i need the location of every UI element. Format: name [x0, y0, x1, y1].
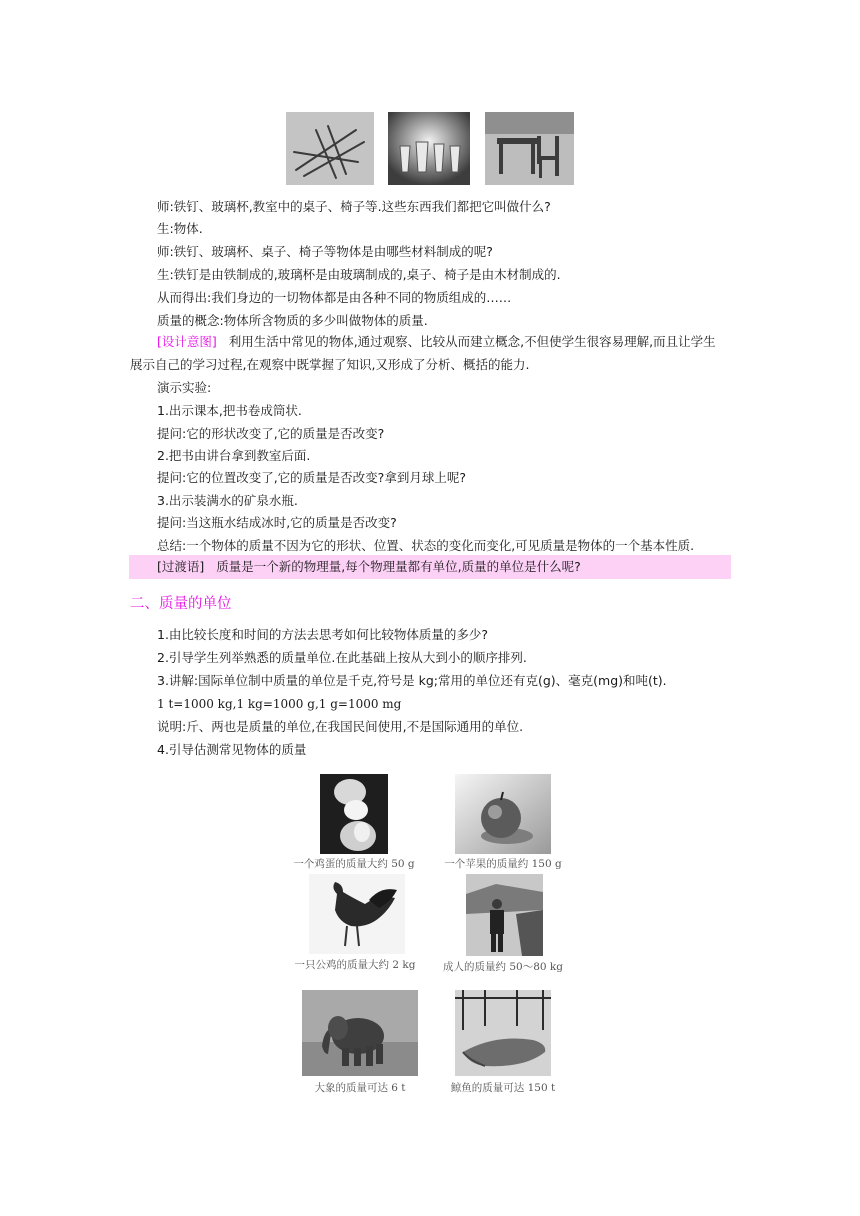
elephant-photo-icon — [302, 990, 418, 1076]
student-answer-2: 生:铁钉是由铁制成的,玻璃杯是由玻璃制成的,桌子、椅子是由木材制成的. — [157, 267, 561, 282]
whale-photo — [455, 990, 551, 1076]
demo-step-3: 3.出示装满水的矿泉水瓶. — [157, 493, 298, 508]
demo-step-1: 1.出示课本,把书卷成筒状. — [157, 403, 302, 418]
design-intent-line-1 — [157, 333, 716, 351]
desk-chair-photo — [485, 112, 574, 185]
demo-step-2: 2.把书由讲台拿到教室后面. — [157, 448, 311, 463]
section-heading: 二、质量的单位 — [130, 596, 232, 612]
design-intent-text: 利用生活中常见的物体,通过观察、比较从而建立概念,不但使学生很容易理解,而且让学生 — [228, 334, 716, 349]
adult-man-photo — [466, 874, 543, 956]
whale-caption: 鲸鱼的质量可达 150 t — [450, 1082, 556, 1094]
glass-cups-photo — [388, 112, 470, 185]
unit-step-2: 2.引导学生列举熟悉的质量单位.在此基础上按从大到小的顺序排列. — [157, 650, 527, 665]
student-answer-1: 生:物体. — [157, 221, 203, 236]
design-intent-tag: [设计意图] — [157, 334, 217, 349]
adult-man-photo-icon — [466, 874, 543, 956]
mass-definition: 质量的概念:物体所含物质的多少叫做物体的质量. — [157, 313, 428, 328]
desk-chair-photo-icon — [485, 112, 574, 185]
conclusion-text: 从而得出:我们身边的一切物体都是由各种不同的物质组成的…… — [157, 290, 512, 305]
demo-question-3: 提问:当这瓶水结成冰时,它的质量是否改变? — [157, 515, 397, 530]
demo-heading: 演示实验: — [157, 380, 212, 395]
unit-step-3: 3.讲解:国际单位制中质量的单位是千克,符号是 kg;常用的单位还有克(g)、毫克(mg)和吨(t). — [157, 673, 667, 688]
iron-nails-photo — [286, 112, 374, 185]
demo-question-1: 提问:它的形状改变了,它的质量是否改变? — [157, 426, 385, 441]
demo-question-2: 提问:它的位置改变了,它的质量是否改变?拿到月球上呢? — [157, 470, 466, 485]
egg-caption: 一个鸡蛋的质量大约 50 g — [293, 858, 415, 870]
apple-caption: 一个苹果的质量约 150 g — [444, 858, 562, 870]
transition-line — [157, 558, 581, 576]
glass-cups-photo-icon — [388, 112, 470, 185]
unit-step-4: 4.引导估测常见物体的质量 — [157, 742, 307, 757]
apple-photo — [455, 774, 551, 854]
transition-text: 质量是一个新的物理量,每个物理量都有单位,质量的单位是什么呢? — [216, 559, 581, 574]
teacher-question-2: 师:铁钉、玻璃杯、桌子、椅子等物体是由哪些材料制成的呢? — [157, 244, 493, 259]
elephant-photo — [302, 990, 418, 1076]
teacher-question-1: 师:铁钉、玻璃杯,教室中的桌子、椅子等.这些东西我们都把它叫做什么? — [157, 199, 551, 214]
summary-text: 总结:一个物体的质量不因为它的形状、位置、状态的变化而变化,可见质量是物体的一个基本性质. — [157, 538, 695, 553]
iron-nails-photo-icon — [286, 112, 374, 185]
unit-note: 说明:斤、两也是质量的单位,在我国民间使用,不是国际通用的单位. — [157, 719, 524, 734]
design-intent-line-2: 展示自己的学习过程,在观察中既掌握了知识,又形成了分析、概括的能力. — [130, 357, 530, 372]
rooster-photo-icon — [309, 874, 405, 954]
unit-step-1: 1.由比较长度和时间的方法去思考如何比较物体质量的多少? — [157, 627, 489, 642]
apple-photo-icon — [455, 774, 551, 854]
whale-photo-icon — [455, 990, 551, 1076]
egg-photo-icon — [320, 774, 388, 854]
unit-conversion: 1 t=1000 kg,1 kg=1000 g,1 g=1000 mg — [157, 697, 402, 711]
rooster-caption: 一只公鸡的质量大约 2 kg — [294, 959, 416, 971]
transition-tag: [过渡语] — [157, 559, 205, 574]
egg-photo — [320, 774, 388, 854]
elephant-caption: 大象的质量可达 6 t — [314, 1082, 406, 1094]
rooster-photo — [309, 874, 405, 954]
adult-man-caption: 成人的质量约 50～80 kg — [443, 961, 563, 973]
